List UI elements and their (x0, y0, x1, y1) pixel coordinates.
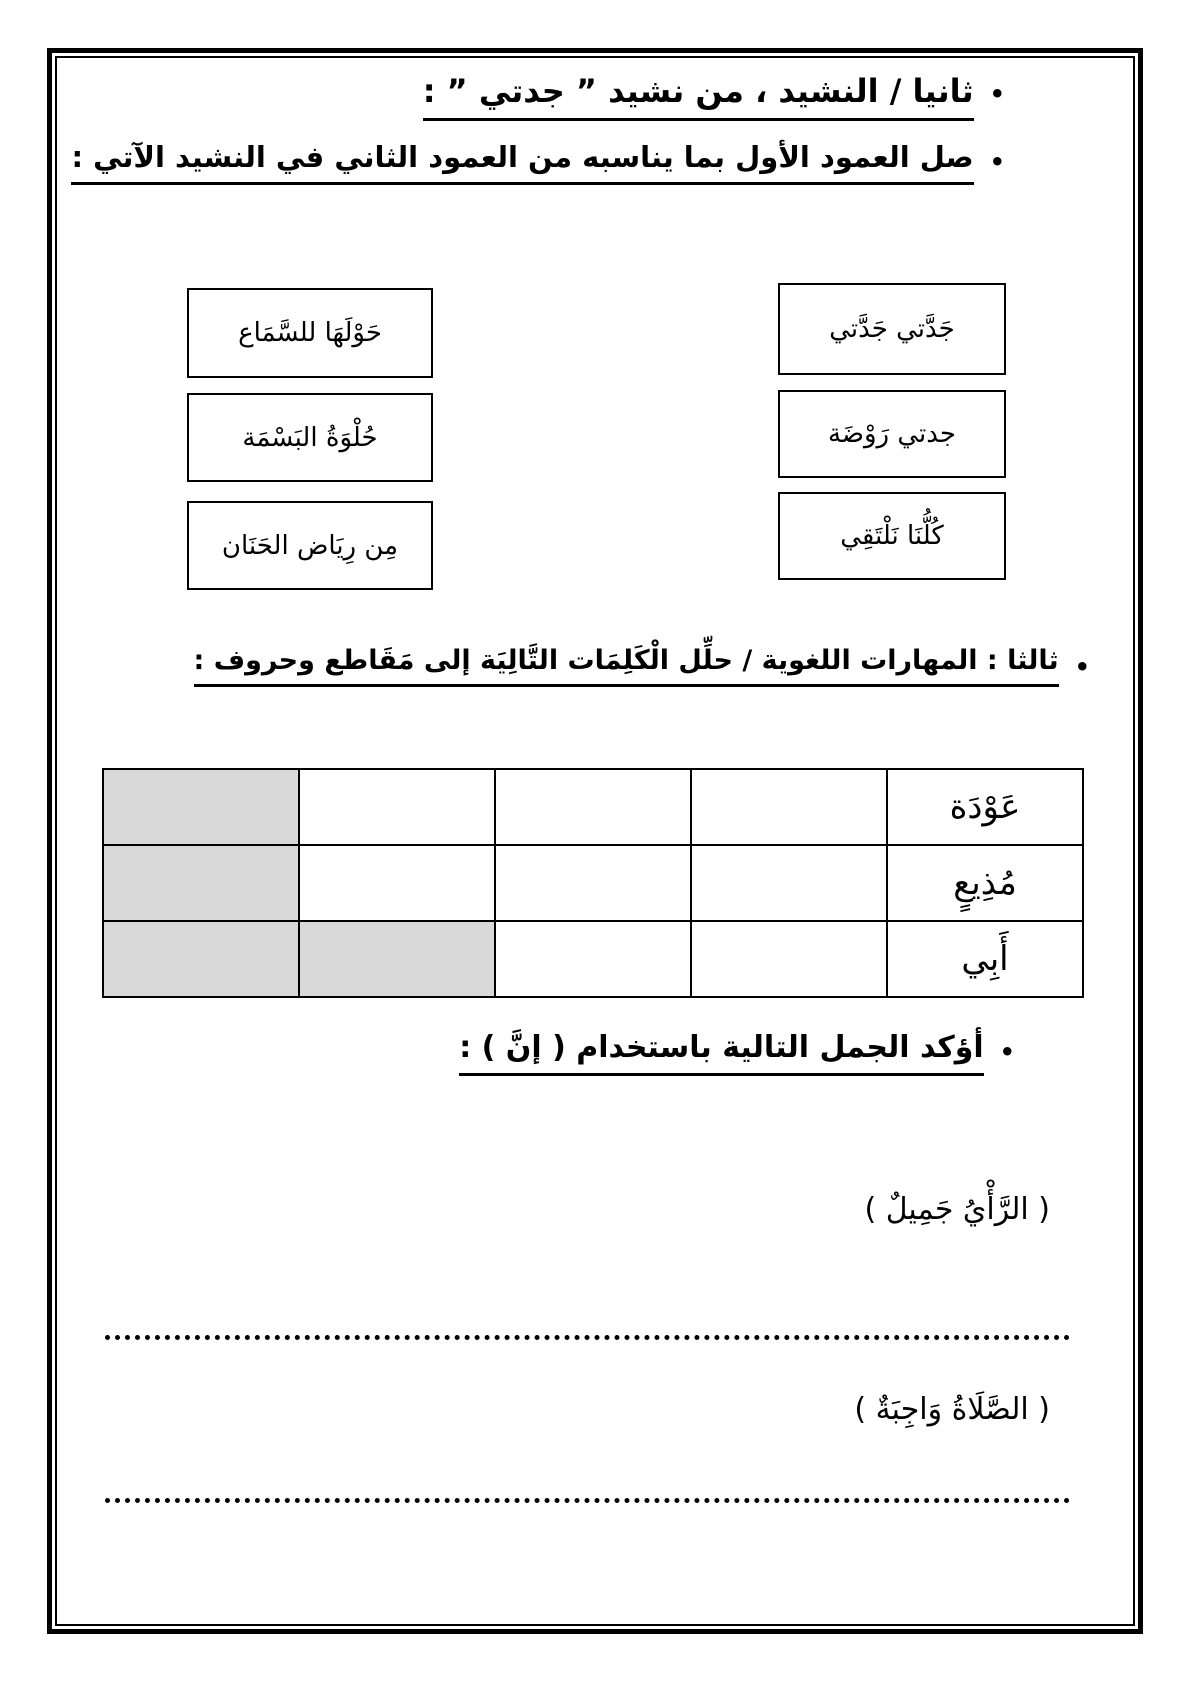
shaded-cell (103, 845, 299, 921)
answer-cell (495, 845, 691, 921)
table-row (103, 845, 1083, 921)
shaded-cell (103, 769, 299, 845)
section-skills-heading (194, 645, 1090, 687)
answer-cell (691, 845, 887, 921)
bullet-icon: • (989, 80, 1005, 108)
sentence-1: ( الرَّأْيُ جَمِيلٌ ) (864, 1192, 1050, 1227)
match-left-box-2: حُلْوَةُ البَسْمَة (187, 393, 433, 482)
word-cell: مُذِيعٍ (887, 845, 1083, 921)
word-cell: عَوْدَة (887, 769, 1083, 845)
sentence-2: ( الصَّلَاةُ وَاجِبَةٌ ) (854, 1392, 1050, 1427)
answer-cell (299, 769, 495, 845)
section-emphasis-heading (459, 1030, 1015, 1076)
answer-dotted-line-2 (105, 1498, 1070, 1503)
match-right-box-3: كُلُّنَا نَلْتَقِي (778, 492, 1006, 580)
table-row (103, 769, 1083, 845)
table-row (103, 921, 1083, 997)
section-nasheed-title: ثانيا / النشيد ، من نشيد ” جدتي ” : (423, 72, 974, 121)
answer-cell (299, 845, 495, 921)
bullet-icon: • (1074, 653, 1090, 681)
matching-instruction-heading (71, 140, 1005, 185)
answer-cell (691, 769, 887, 845)
match-left-box-3: مِن رِيَاض الحَنَان (187, 501, 433, 590)
section-nasheed-heading (423, 72, 1005, 121)
word-cell: أَبِي (887, 921, 1083, 997)
bullet-icon: • (989, 148, 1005, 176)
answer-cell (691, 921, 887, 997)
section-skills-title: ثالثا : المهارات اللغوية / حلِّل الْكَلِمَات التَّالِيَة إلى مَقَاطع وحروف : (194, 645, 1059, 687)
syllable-analysis-table (102, 768, 1084, 998)
match-left-box-1: حَوْلَهَا للسَّمَاع (187, 288, 433, 378)
shaded-cell (103, 921, 299, 997)
bullet-icon: • (999, 1038, 1015, 1066)
match-right-box-2: جدتي رَوْضَة (778, 390, 1006, 478)
answer-cell (495, 921, 691, 997)
section-emphasis-title: أؤكد الجمل التالية باستخدام ( إنَّ ) : (459, 1030, 983, 1076)
matching-instruction-text: صل العمود الأول بما يناسبه من العمود الثاني في النشيد الآتي : (71, 140, 973, 185)
match-right-box-1: جَدَّتي جَدَّتي (778, 283, 1006, 375)
answer-cell (495, 769, 691, 845)
shaded-cell (299, 921, 495, 997)
answer-dotted-line-1 (105, 1335, 1070, 1340)
